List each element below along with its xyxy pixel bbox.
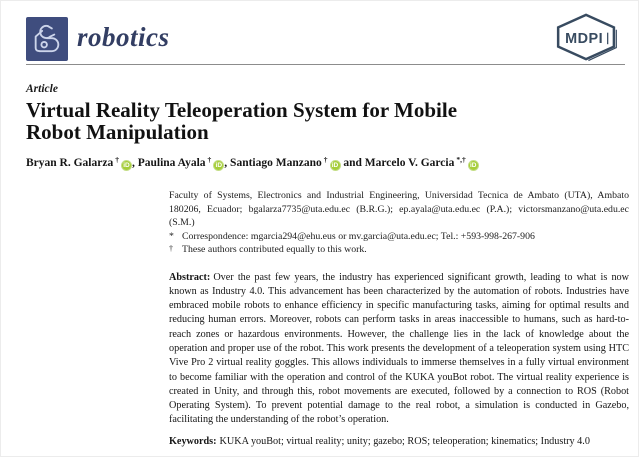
title-line-2: Robot Manipulation <box>26 120 209 144</box>
equal-contribution-text: These authors contributed equally to this work. <box>182 243 367 255</box>
author-name: Paulina Ayala <box>137 157 206 169</box>
front-matter-column <box>169 189 629 449</box>
author-name: Santiago Manzano <box>230 157 322 169</box>
mdpi-logo-text: MDPI <box>565 30 604 47</box>
affiliation-text: Faculty of Systems, Electronics and Industrial Engineering, Universidad Tecnica de Ambato (UTA), Ambato 180206, Ecuador; bgalarza7735@uta.edu.ec (B.R.G.); ep.ayala@uta.edu.ec (P.A.); victorsmanzano@uta.edu.ec (S.M.) <box>169 190 629 228</box>
article-type-label: Article <box>26 83 58 95</box>
author-superscript: † <box>323 155 328 164</box>
equal-contribution-note <box>169 243 629 256</box>
orcid-icon[interactable]: iD <box>121 160 132 171</box>
orcid-icon[interactable]: iD <box>213 160 224 171</box>
robot-arm-icon <box>26 17 68 61</box>
keywords-line <box>169 435 629 449</box>
correspondence-text: Correspondence: mgarcia294@ehu.eus or mv.garcia@uta.edu.ec; Tel.: +593-998-267-906 <box>182 230 535 242</box>
abstract-label: Abstract: <box>169 271 211 283</box>
author-name: Bryan R. Galarza <box>26 157 114 169</box>
mdpi-logo[interactable] <box>550 12 624 67</box>
author-superscript: † <box>207 155 212 164</box>
author-separator: and <box>340 157 365 169</box>
page-title <box>26 99 625 143</box>
author-superscript: † <box>115 155 119 164</box>
abstract-text: Over the past few years, the industry has experienced significant growth, leading to what is now known as Industry 4.0. This advancement has been characterized by the automation of robots. Industries have embraced mobile robots to enhance efficiency in specific manufacturing tasks, aiming for optimal results and reducing human errors. Moreover, robots can perform tasks in areas inaccessible to humans, such as hard-to-reach zones or hazardous environments. However, the challenge lies in the lack of knowledge about the operation and proper use of the robot. This work presents the development of a teleoperation system using HTC Vive Pro 2 virtual reality goggles. This allows individuals to immerse themselves in a fully virtual environment to become familiar with the operation and control of the KUKA youBot robot. The virtual reality experience is created in Unity, and through this, robot movements are executed, followed by a connection to ROS (Robot Operating System). To prevent potential damage to the real robot, a simulation is conducted in Gazebo, facilitating the understanding of the robot’s operation. <box>169 271 629 426</box>
journal-name: robotics <box>77 21 170 52</box>
authors-line <box>26 152 625 171</box>
keywords-text: KUKA youBot; virtual reality; unity; gazebo; ROS; teleoperation; kinematics; Industry 4.0 <box>219 435 590 447</box>
abstract-paragraph <box>169 271 629 428</box>
title-line-1: Virtual Reality Teleoperation System for Mobile <box>26 98 458 122</box>
keywords-label: Keywords: <box>169 435 217 447</box>
correspondence-note <box>169 230 629 243</box>
author-superscript: *,† <box>456 155 466 164</box>
equal-contribution-marker: † <box>169 243 173 253</box>
correspondence-marker: * <box>169 230 174 242</box>
orcid-icon[interactable]: iD <box>330 160 341 171</box>
journal-header <box>26 16 625 62</box>
author-separator: , <box>131 157 138 169</box>
author-separator: , <box>224 157 231 169</box>
author-name: Marcelo V. Garcia <box>364 157 455 169</box>
mdpi-hexagon-icon <box>550 12 624 62</box>
orcid-icon[interactable]: iD <box>468 160 479 171</box>
robotics-journal-logo[interactable] <box>26 17 170 61</box>
header-divider <box>26 64 625 65</box>
